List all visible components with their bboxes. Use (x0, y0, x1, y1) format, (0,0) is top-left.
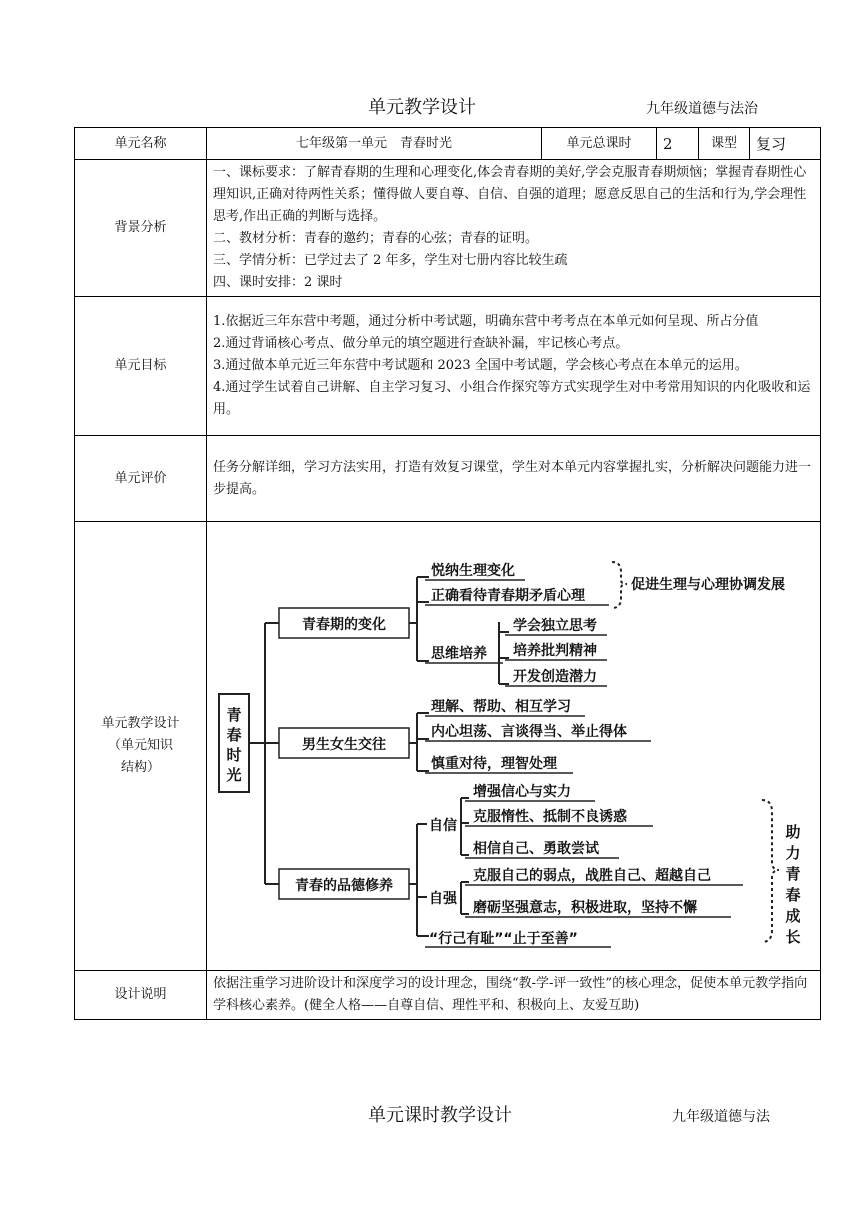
map-root-char: 青 (226, 706, 242, 724)
page2-grade-subject: 九年级道德与法 (672, 1109, 770, 1125)
map-bracket-char: 青 (785, 865, 801, 883)
map-leaf: 克服自己的弱点，战胜自己、超越自己 (473, 868, 711, 884)
map-leaf: 学会独立思考 (513, 618, 597, 634)
map-bracket-char: 力 (785, 844, 801, 862)
map-bracket-label: 促进生理与心理协调发展 (631, 577, 785, 593)
map-node: 自信 (429, 818, 457, 834)
map-root-char: 春 (226, 726, 242, 744)
map-branch: 青春的品德修养 (295, 878, 393, 894)
goal-line: 3.通过做本单元近三年东营中考试题和 2023 全国中考试题，学会核心考点在本单元的运用。 (213, 358, 748, 373)
evaluation-row (75, 436, 821, 522)
map-leaf: 理解、帮助、相互学习 (431, 699, 571, 715)
grade-subject: 九年级道德与法治 (646, 101, 758, 117)
map-leaf: 开发创造潜力 (513, 669, 597, 685)
design-label (75, 522, 207, 971)
map-root-char: 光 (226, 766, 242, 784)
map-leaf: 慎重对待，理智处理 (431, 756, 557, 772)
goals-content (207, 297, 821, 436)
map-leaf: “行己有耻”“止于至善” (429, 931, 578, 947)
notes-row (75, 971, 821, 1020)
unit-info-row (75, 128, 821, 160)
map-leaf: 相信自己、勇敢尝试 (473, 841, 599, 857)
total-hours-label: 单元总课时 (542, 128, 657, 160)
goal-line: 4.通过学生试着自己讲解、自主学习复习、小组合作探究等方式实现学生对中考常用知识的内化吸收和运用。 (213, 380, 811, 417)
page-title: 单元教学设计 (368, 97, 476, 118)
lesson-type-label: 课型 (699, 128, 750, 160)
background-line: 四、课时安排：2 课时 (213, 275, 343, 290)
map-node: 思维培养 (431, 646, 487, 662)
map-branch: 男生女生交往 (302, 737, 386, 753)
design-label-line: 结构） (120, 760, 160, 775)
design-row (75, 522, 821, 971)
map-bracket-char: 助 (785, 823, 801, 841)
map-leaf: 正确看待青春期矛盾心理 (431, 588, 585, 604)
map-node: 自强 (429, 891, 457, 907)
goals-label: 单元目标 (75, 297, 207, 436)
map-leaf: 增强信心与实力 (473, 784, 571, 800)
map-leaf: 磨砺坚强意志，积极进取，坚持不懈 (473, 900, 697, 916)
notes-label: 设计说明 (75, 971, 207, 1020)
goals-row (75, 297, 821, 436)
map-leaf: 悦纳生理变化 (431, 563, 515, 579)
knowledge-structure-cell (207, 522, 821, 971)
design-label-line: （单元知识 (107, 738, 173, 753)
design-label-line: 单元教学设计 (101, 716, 180, 731)
background-line: 一、课标要求：了解青春期的生理和心理变化,体会青春期的美好,学会克服青春期烦恼；掌握青春期性心理知识,正确对待两性关系；懂得做人要自尊、自信、自强的道理；愿意反思自己的生活和行为,学会理性思考,作出正确的判断与选择。 (213, 165, 807, 224)
lesson-type-value: 复习 (750, 128, 821, 160)
unit-name-value: 七年级第一单元 青春时光 (207, 128, 542, 160)
total-hours-value: 2 (657, 128, 699, 160)
background-line: 二、教材分析：青春的邀约；青春的心弦；青春的证明。 (213, 231, 539, 246)
background-row (75, 160, 821, 297)
page2-title: 单元课时教学设计 (368, 1105, 512, 1126)
notes-content: 依据注重学习进阶设计和深度学习的设计理念，围绕“教-学-评一致性”的核心理念，促使本单元教学指向学科核心素养。(健全人格——自尊自信、理性平和、积极向上、友爱互助) (207, 971, 821, 1020)
background-label: 背景分析 (75, 160, 207, 297)
knowledge-structure-map (207, 522, 817, 970)
evaluation-label: 单元评价 (75, 436, 207, 522)
map-bracket-char: 长 (785, 928, 801, 946)
goal-line: 2.通过背诵核心考点、做分单元的填空题进行查缺补漏，牢记核心考点。 (213, 336, 629, 351)
map-bracket-char: 成 (785, 907, 801, 925)
background-content (207, 160, 821, 297)
unit-name-label: 单元名称 (75, 128, 207, 160)
unit-design-table (74, 127, 821, 1020)
goal-line: 1.依据近三年东营中考题，通过分析中考试题，明确东营中考考点在本单元如何呈现、所占分值 (213, 314, 759, 329)
map-leaf: 内心坦荡、言谈得当、举止得体 (431, 724, 627, 740)
map-root-char: 时 (226, 746, 242, 764)
map-leaf: 克服惰性、抵制不良诱惑 (473, 809, 627, 825)
map-branch: 青春期的变化 (302, 617, 386, 633)
map-bracket-char: 春 (785, 886, 801, 904)
map-leaf: 培养批判精神 (513, 643, 597, 659)
background-line: 三、学情分析：已学过去了 2 年多，学生对七册内容比较生疏 (213, 253, 568, 268)
evaluation-content: 任务分解详细，学习方法实用，打造有效复习课堂，学生对本单元内容掌握扎实，分析解决问题能力进一步提高。 (207, 436, 821, 522)
